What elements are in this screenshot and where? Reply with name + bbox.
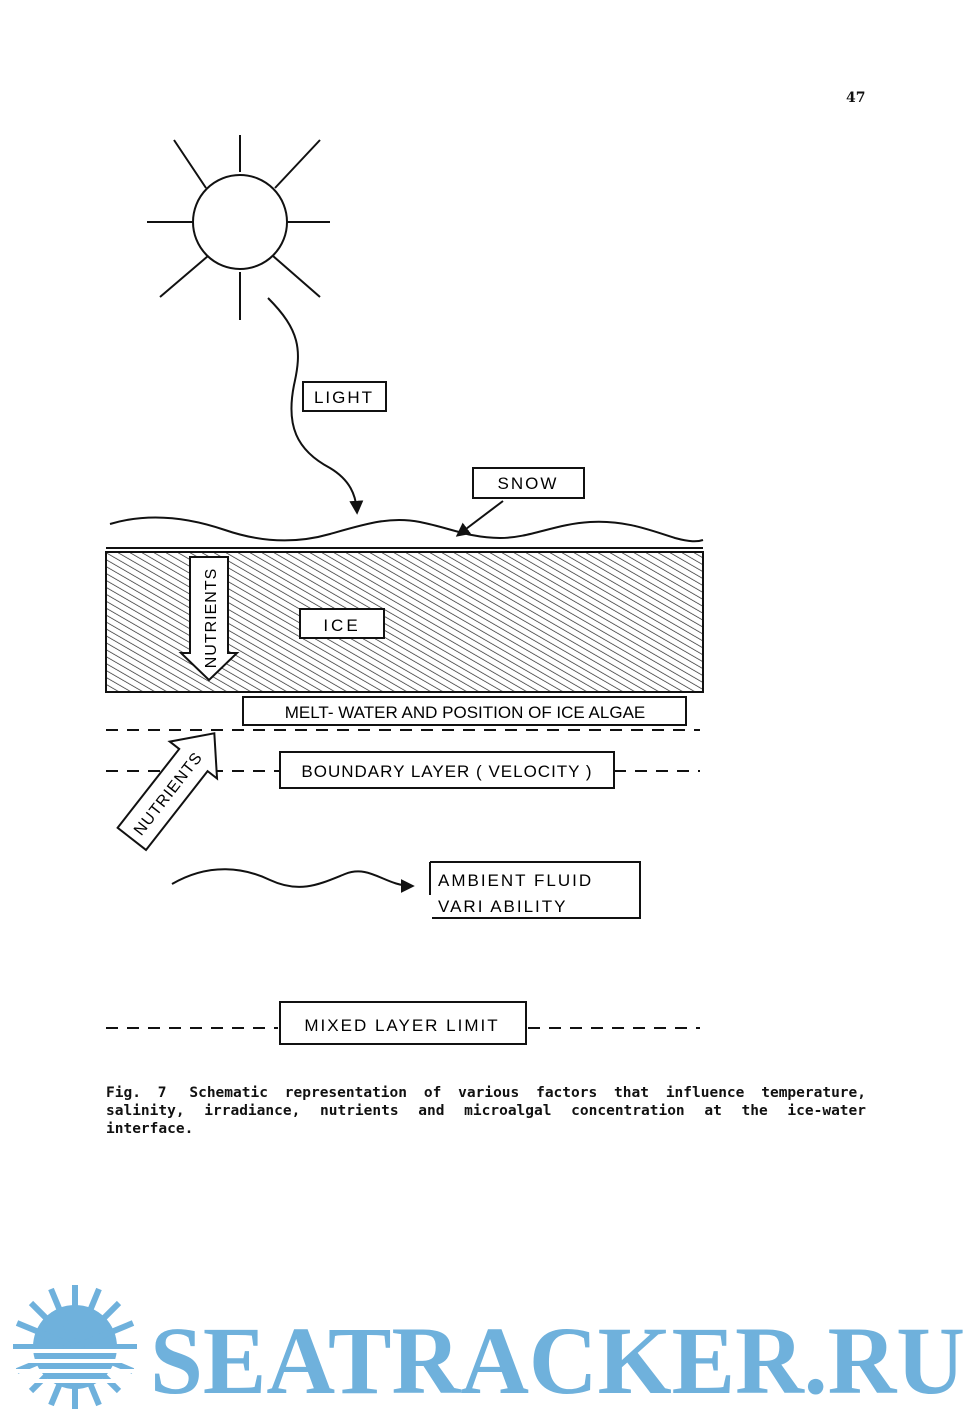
light-label: LIGHT: [313, 388, 375, 407]
snow-label: SNOW: [497, 474, 559, 493]
sun-icon: [147, 135, 330, 320]
snow-surface: [110, 517, 703, 541]
figure-number: Fig. 7: [106, 1085, 167, 1101]
nutrients-down-arrow: [181, 557, 237, 680]
ice-label: ICE: [323, 616, 361, 635]
boundary-layer-label-box: [280, 752, 614, 788]
watermark-text: SEATRACKER.RU: [150, 1307, 965, 1414]
mixed-layer-label: MIXED LAYER LIMIT: [304, 1016, 500, 1035]
ambient-fluid-arrow: [172, 869, 412, 887]
nutrients-up-arrow: [108, 715, 238, 858]
nutrients-up-label: NUTRIENTS: [131, 749, 207, 839]
mixed-layer-label-box: [280, 1002, 526, 1044]
ice-label-box: [300, 609, 384, 638]
light-label-box: [303, 382, 386, 411]
boundary-layer-label: BOUNDARY LAYER ( VELOCITY ): [301, 762, 593, 781]
nutrients-down-label: NUTRIENTS: [203, 567, 220, 669]
ambient-fluid-label-line2: VARI ABILITY: [438, 897, 568, 916]
melt-water-label-box: [243, 697, 686, 725]
watermark: [0, 1275, 975, 1425]
ambient-fluid-label-line1: AMBIENT FLUID: [438, 871, 594, 890]
snow-label-box: [473, 468, 584, 498]
figure-caption: [106, 1084, 866, 1138]
page-number: 47: [846, 90, 866, 106]
ambient-fluid-label-box: [430, 862, 640, 918]
caption-text: Schematic representation of various factors that influence temperature, salinity, irradiance, nutrients and microalgal concentration at the ice-water interface.: [106, 1085, 866, 1137]
melt-water-label: MELT- WATER AND POSITION OF ICE ALGAE: [284, 703, 646, 722]
snow-arrow: [458, 501, 503, 535]
sunburst-icon: [10, 1285, 140, 1409]
